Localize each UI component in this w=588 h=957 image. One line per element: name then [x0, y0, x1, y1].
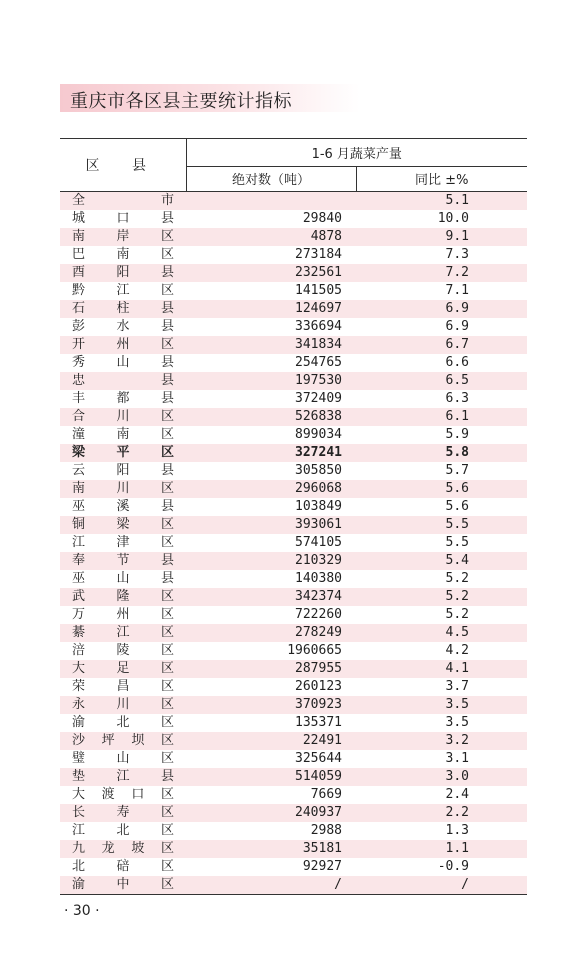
absolute-value: 141505	[295, 283, 342, 298]
absolute-value: 336694	[295, 319, 342, 334]
yoy-change: 5.2	[445, 607, 469, 622]
yoy-change: 4.1	[356, 660, 527, 678]
table-row	[60, 768, 527, 786]
yoy-change: 5.6	[356, 480, 527, 498]
region-name	[60, 822, 186, 840]
table-row	[60, 876, 527, 895]
region-name	[60, 804, 186, 822]
absolute-value: 370923	[186, 696, 356, 714]
region-name	[60, 390, 186, 408]
absolute-value: 135371	[295, 715, 342, 730]
region-name-text: 南 岸 区	[72, 229, 174, 244]
yoy-change: 5.2	[356, 588, 527, 606]
absolute-value: 4878	[186, 228, 356, 246]
table-row	[60, 858, 527, 876]
region-name	[60, 750, 186, 768]
region-name-text: 永 川 区	[72, 697, 174, 712]
absolute-value: /	[186, 876, 356, 895]
absolute-value: 526838	[186, 408, 356, 426]
absolute-value: 103849	[295, 499, 342, 514]
table-row	[60, 552, 527, 570]
table-row	[60, 426, 527, 444]
absolute-value: 278249	[186, 624, 356, 642]
yoy-change: 6.3	[445, 391, 469, 406]
region-name-text: 潼 南 区	[72, 427, 174, 442]
absolute-value: 1960665	[287, 643, 342, 658]
yoy-change: 1.1	[356, 840, 527, 858]
region-name-text: 江 北 区	[72, 823, 174, 838]
region-name-text: 彭 水 县	[72, 319, 174, 334]
yoy-change: 3.2	[356, 732, 527, 750]
absolute-value: 29840	[302, 211, 342, 226]
region-name	[60, 570, 186, 588]
region-name	[60, 732, 186, 750]
absolute-value: 260123	[295, 679, 342, 694]
table-row	[60, 390, 527, 408]
region-name-text: 合 川 区	[72, 409, 174, 424]
yoy-change: 5.5	[445, 535, 469, 550]
region-name	[60, 624, 186, 642]
absolute-value: 287955	[186, 660, 356, 678]
absolute-value: 140380	[295, 571, 342, 586]
yoy-change: /	[356, 876, 527, 895]
absolute-value: 273184	[295, 247, 342, 262]
yoy-change: 6.5	[356, 372, 527, 390]
region-name-text: 大 渡 口 区	[72, 787, 174, 802]
region-name-text: 黔 江 区	[72, 283, 174, 298]
region-name-text: 南 川 区	[72, 481, 174, 496]
region-name-text: 云 阳 县	[72, 463, 174, 478]
region-name-text: 城 口 县	[72, 211, 174, 226]
absolute-value: 372409	[295, 391, 342, 406]
table-row	[60, 750, 527, 768]
absolute-value: 22491	[186, 732, 356, 750]
table-row	[60, 228, 527, 246]
region-name	[60, 678, 186, 696]
page-number: · 30 ·	[64, 903, 100, 919]
absolute-value: 92927	[302, 859, 342, 874]
table-row	[60, 588, 527, 606]
region-name	[60, 858, 186, 876]
header-vegetable-output: 1-6 月蔬菜产量	[186, 139, 527, 167]
region-name	[60, 426, 186, 444]
region-name	[60, 318, 186, 336]
title-banner	[60, 84, 360, 112]
table-row	[60, 696, 527, 714]
header-yoy: 同比 ±%	[356, 166, 527, 191]
table-row	[60, 624, 527, 642]
region-name-text: 万 州 区	[72, 607, 174, 622]
region-name	[60, 264, 186, 282]
absolute-value: 722260	[295, 607, 342, 622]
absolute-value: 232561	[186, 264, 356, 282]
region-name	[60, 444, 186, 462]
region-name-text: 荣 昌 区	[72, 679, 174, 694]
yoy-change: 7.1	[445, 283, 469, 298]
yoy-change: 5.4	[356, 552, 527, 570]
table-row	[60, 822, 527, 840]
table-row	[60, 264, 527, 282]
region-name	[60, 786, 186, 804]
region-name-text: 秀 山 县	[72, 355, 174, 370]
absolute-value: 240937	[186, 804, 356, 822]
table-row	[60, 606, 527, 624]
region-name-text: 武 隆 区	[72, 589, 174, 604]
region-name-text: 涪 陵 区	[72, 643, 174, 658]
absolute-value	[186, 192, 356, 211]
page-title: 重庆市各区县主要统计指标	[70, 91, 292, 112]
region-name	[60, 534, 186, 552]
yoy-change: 3.5	[356, 696, 527, 714]
table-row	[60, 444, 527, 462]
yoy-change: 2.4	[445, 787, 469, 802]
region-name-text: 铜 梁 区	[72, 517, 174, 532]
absolute-value: 197530	[186, 372, 356, 390]
region-name-text: 九 龙 坡 区	[72, 841, 174, 856]
table-row	[60, 570, 527, 588]
region-name-text: 梁 平 区	[72, 445, 174, 460]
region-name-text: 全 市	[72, 193, 174, 208]
region-name-text: 奉 节 县	[72, 553, 174, 568]
table-row	[60, 462, 527, 480]
table-row	[60, 732, 527, 750]
table-row	[60, 714, 527, 732]
yoy-change: 7.2	[356, 264, 527, 282]
region-name	[60, 336, 186, 354]
yoy-change: 5.8	[356, 444, 527, 462]
absolute-value: 7669	[310, 787, 342, 802]
absolute-value: 327241	[186, 444, 356, 462]
region-name	[60, 246, 186, 264]
region-name-text: 开 州 区	[72, 337, 174, 352]
yoy-change: 5.7	[445, 463, 469, 478]
table-row	[60, 282, 527, 300]
table-row	[60, 408, 527, 426]
region-name-text: 垫 江 县	[72, 769, 174, 784]
region-name	[60, 876, 186, 895]
table-row	[60, 300, 527, 318]
table-row	[60, 318, 527, 336]
table-row	[60, 804, 527, 822]
table-row	[60, 786, 527, 804]
yoy-change: 5.9	[445, 427, 469, 442]
region-name	[60, 282, 186, 300]
absolute-value: 210329	[186, 552, 356, 570]
table-row	[60, 678, 527, 696]
table-row	[60, 246, 527, 264]
yoy-change: 6.6	[445, 355, 469, 370]
region-name	[60, 660, 186, 678]
table-row	[60, 480, 527, 498]
yoy-change: 5.1	[356, 192, 527, 211]
region-name	[60, 210, 186, 228]
stats-table	[60, 138, 527, 895]
stats-table-container	[60, 138, 527, 895]
yoy-change: 10.0	[437, 211, 469, 226]
yoy-change: 3.5	[445, 715, 469, 730]
region-name	[60, 696, 186, 714]
header-absolute: 绝对数（吨）	[186, 166, 356, 191]
yoy-change: 5.6	[445, 499, 469, 514]
region-name-text: 璧 山 区	[72, 751, 174, 766]
region-name	[60, 588, 186, 606]
region-name	[60, 480, 186, 498]
absolute-value: 124697	[186, 300, 356, 318]
region-name-text: 大 足 区	[72, 661, 174, 676]
table-row	[60, 210, 527, 228]
absolute-value: 342374	[186, 588, 356, 606]
absolute-value: 341834	[186, 336, 356, 354]
yoy-change: 9.1	[356, 228, 527, 246]
region-name	[60, 354, 186, 372]
region-name-text: 长 寿 区	[72, 805, 174, 820]
table-row	[60, 372, 527, 390]
region-name-text: 沙 坪 坝 区	[72, 733, 174, 748]
region-name	[60, 408, 186, 426]
region-name	[60, 228, 186, 246]
table-row	[60, 192, 527, 211]
region-name	[60, 714, 186, 732]
absolute-value: 35181	[186, 840, 356, 858]
absolute-value: 325644	[295, 751, 342, 766]
yoy-change: 4.5	[356, 624, 527, 642]
table-row	[60, 840, 527, 858]
table-row	[60, 498, 527, 516]
table-row	[60, 354, 527, 372]
region-name-text: 江 津 区	[72, 535, 174, 550]
yoy-change: 6.9	[445, 319, 469, 334]
absolute-value: 254765	[295, 355, 342, 370]
yoy-change: 4.2	[445, 643, 469, 658]
absolute-value: 2988	[310, 823, 342, 838]
yoy-change: 5.5	[356, 516, 527, 534]
absolute-value: 899034	[295, 427, 342, 442]
table-row	[60, 534, 527, 552]
yoy-change: 3.7	[445, 679, 469, 694]
table-row	[60, 660, 527, 678]
absolute-value: 574105	[295, 535, 342, 550]
region-name	[60, 840, 186, 858]
table-body	[60, 192, 527, 895]
table-row	[60, 642, 527, 660]
absolute-value: 305850	[295, 463, 342, 478]
region-name	[60, 516, 186, 534]
table-row	[60, 516, 527, 534]
region-name	[60, 192, 186, 211]
region-name-text: 渝 中 区	[72, 877, 174, 892]
region-name-text: 巴 南 区	[72, 247, 174, 262]
region-name-text: 渝 北 区	[72, 715, 174, 730]
yoy-change: 1.3	[445, 823, 469, 838]
absolute-value: 296068	[186, 480, 356, 498]
yoy-change: 3.0	[356, 768, 527, 786]
yoy-change: -0.9	[437, 859, 469, 874]
region-name-text: 忠 县	[72, 373, 174, 388]
yoy-change: 6.7	[356, 336, 527, 354]
yoy-change: 3.1	[445, 751, 469, 766]
yoy-change: 7.3	[445, 247, 469, 262]
header-region: 区 县	[60, 139, 186, 192]
absolute-value: 393061	[186, 516, 356, 534]
region-name	[60, 300, 186, 318]
absolute-value: 514059	[186, 768, 356, 786]
region-name	[60, 372, 186, 390]
region-name-text: 石 柱 县	[72, 301, 174, 316]
region-name	[60, 552, 186, 570]
region-name	[60, 768, 186, 786]
region-name-text: 北 碚 区	[72, 859, 174, 874]
table-row	[60, 336, 527, 354]
region-name-text: 巫 溪 县	[72, 499, 174, 514]
region-name	[60, 462, 186, 480]
region-name-text: 巫 山 县	[72, 571, 174, 586]
yoy-change: 6.9	[356, 300, 527, 318]
region-name-text: 酉 阳 县	[72, 265, 174, 280]
region-name	[60, 606, 186, 624]
region-name-text: 丰 都 县	[72, 391, 174, 406]
region-name	[60, 642, 186, 660]
yoy-change: 6.1	[356, 408, 527, 426]
region-name-text: 綦 江 区	[72, 625, 174, 640]
region-name	[60, 498, 186, 516]
yoy-change: 5.2	[445, 571, 469, 586]
yoy-change: 2.2	[356, 804, 527, 822]
